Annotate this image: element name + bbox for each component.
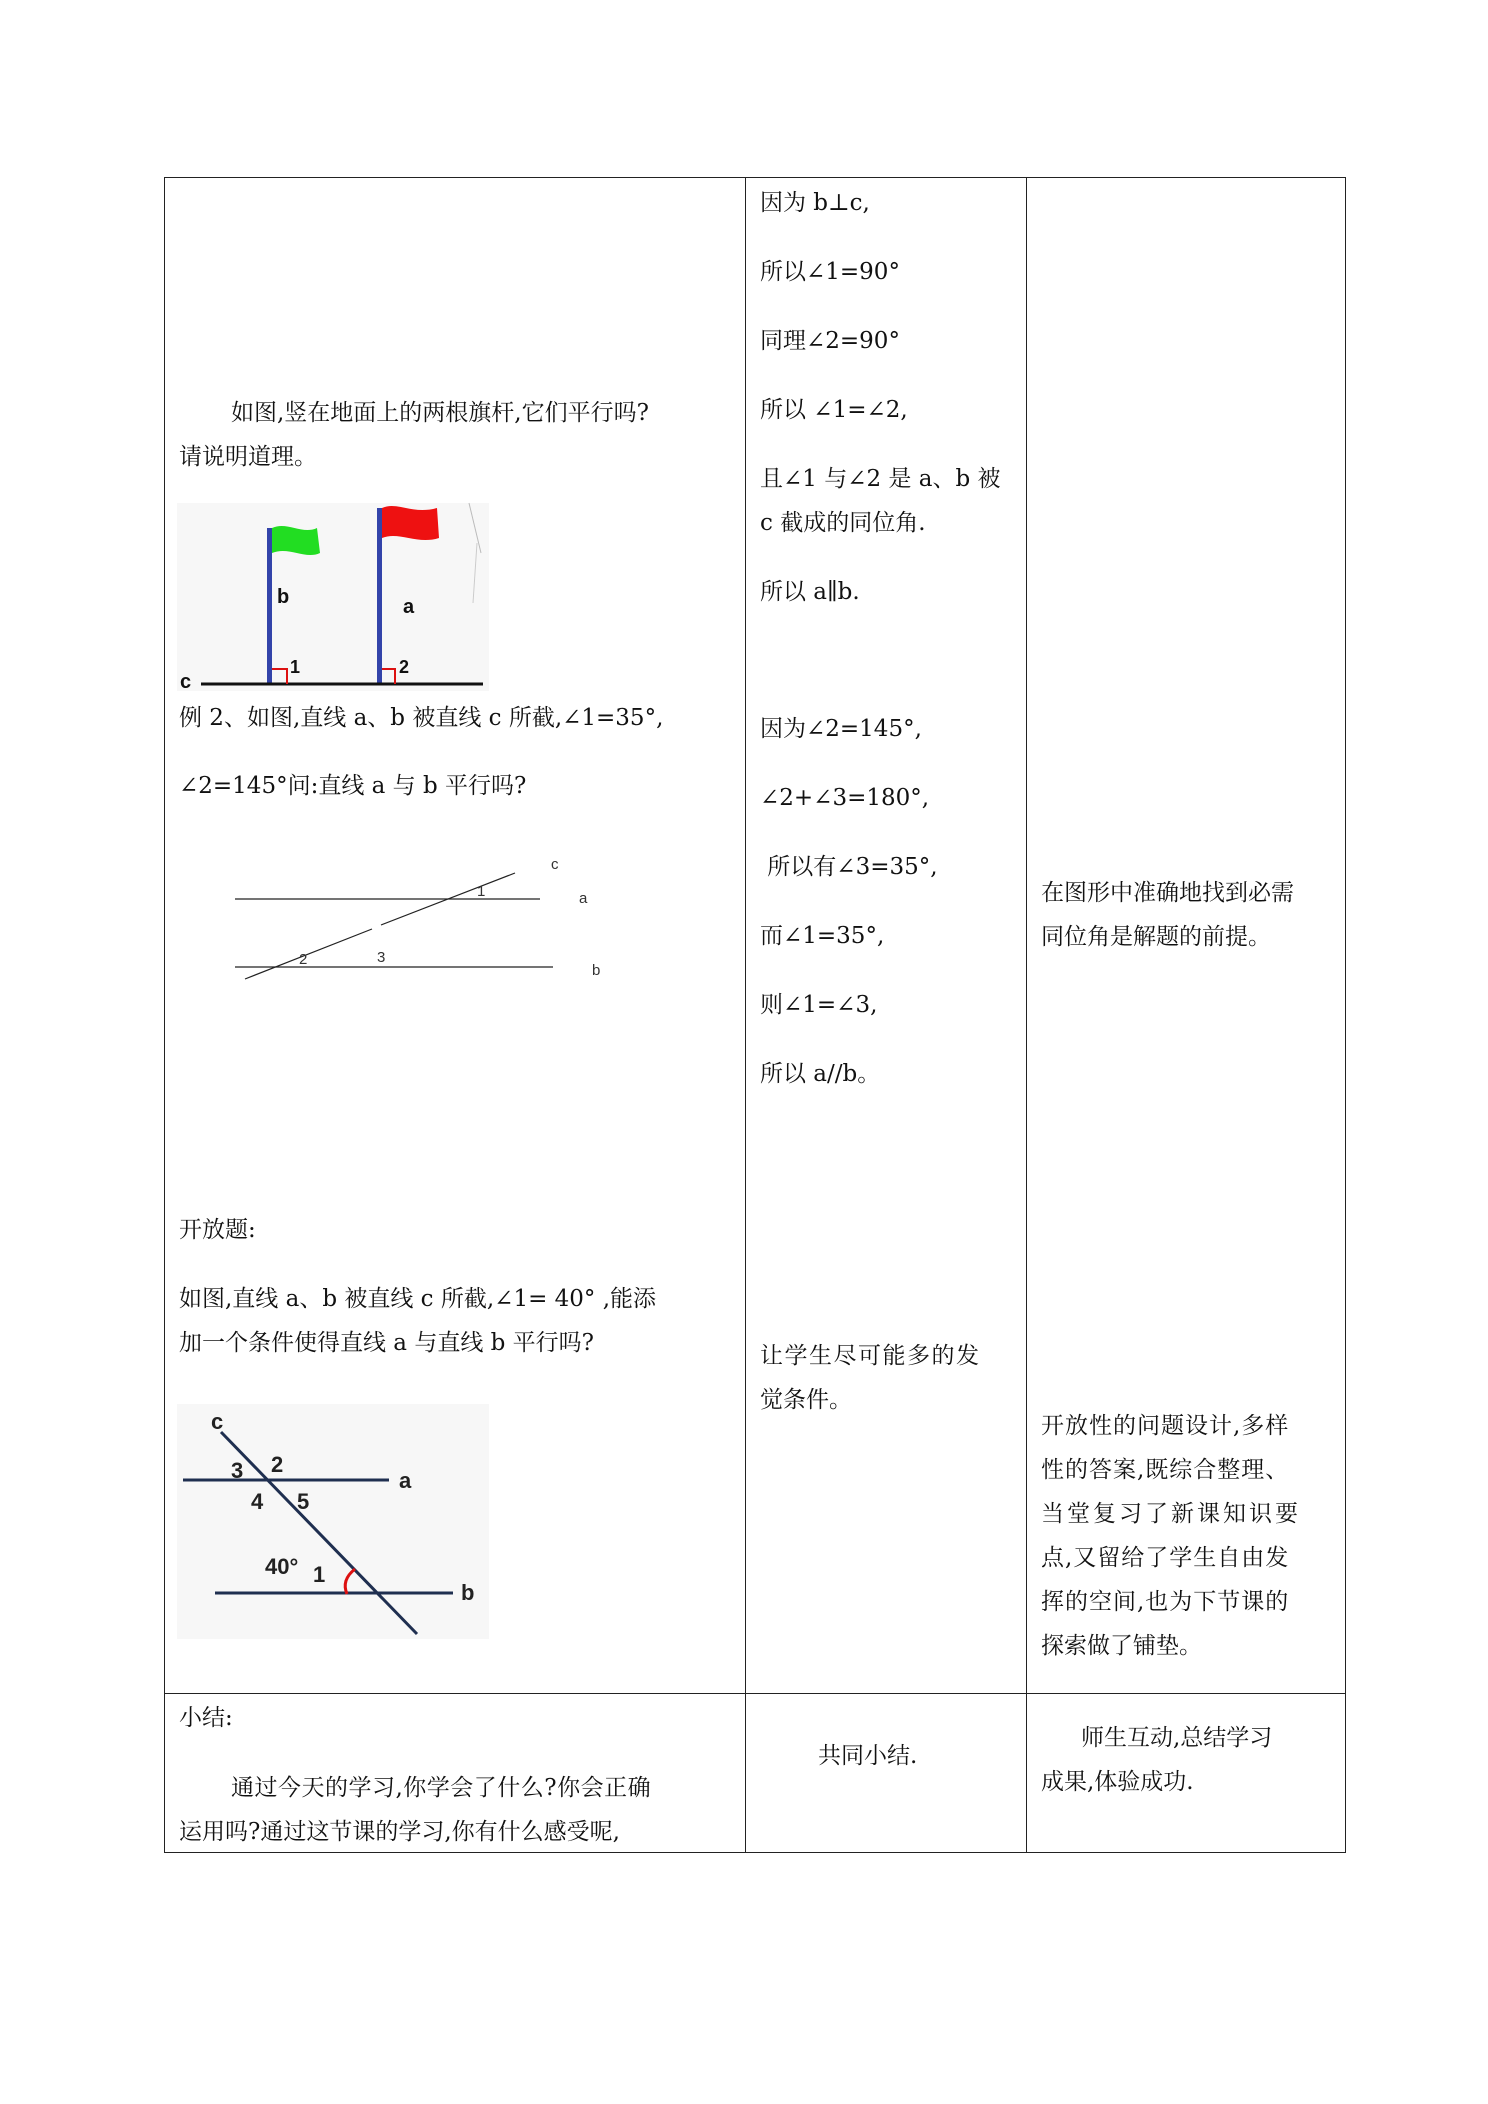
summary-title: 小结:: [179, 1705, 233, 1731]
proof-2-line-4: 而∠1=35°,: [760, 923, 885, 949]
open-question-line-1: 如图,直线 a、b 被直线 c 所截,∠1= 40° ,能添: [179, 1286, 657, 1312]
proof-2-line-3: 所以有∠3=35°,: [760, 854, 938, 880]
table-row: [165, 178, 1346, 1694]
proof-2-line-5: 则∠1=∠3,: [760, 992, 878, 1018]
label-3: 3: [377, 949, 386, 966]
proof-1-line-3: 同理∠2=90°: [760, 328, 900, 354]
note-2-line-2: 性的答案,既综合整理、: [1041, 1457, 1290, 1483]
example-2-line-2: ∠2=145°问:直线 a 与 b 平行吗?: [179, 773, 527, 799]
student-activity-cell: [746, 178, 1027, 1694]
summary-intent-line-1: 师生互动,总结学习: [1081, 1725, 1273, 1751]
red-flag-icon: [382, 506, 439, 540]
proof-1-line-6: c 截成的同位角.: [760, 510, 926, 536]
note-2-line-4: 点,又留给了学生自由发: [1041, 1545, 1290, 1571]
open-question-title: 开放题:: [179, 1217, 256, 1243]
note-1-line-2: 同位角是解题的前提。: [1041, 924, 1271, 950]
label-c: c: [211, 1409, 224, 1434]
label-b: b: [277, 586, 290, 608]
note-2-line-5: 挥的空间,也为下节课的: [1041, 1589, 1290, 1615]
label-b: b: [461, 1580, 475, 1605]
question-1-line-1: 如图,竖在地面上的两根旗杆,它们平行吗?: [231, 400, 649, 426]
label-a: a: [403, 596, 415, 618]
question-1-line-2: 请说明道理。: [179, 444, 317, 470]
proof-2-line-1: 因为∠2=145°,: [760, 716, 922, 742]
label-2: 2: [399, 657, 410, 677]
transversal-figure-1: [215, 856, 601, 1038]
label-b: b: [592, 962, 601, 979]
table-row: [165, 1694, 1346, 1853]
content-cell: [165, 178, 746, 1694]
summary-intent-cell: [1027, 1694, 1346, 1853]
label-a: a: [399, 1468, 412, 1493]
proof-1-line-1: 因为 b⊥c,: [760, 190, 870, 216]
label-1: 1: [290, 657, 301, 677]
summary-activity-cell: [746, 1694, 1027, 1853]
label-2: 2: [271, 1452, 284, 1477]
note-1-line-1: 在图形中准确地找到必需: [1041, 880, 1294, 906]
flagpole-figure: [177, 503, 489, 691]
open-activity-line-2: 觉条件。: [760, 1387, 852, 1413]
label-40-degrees: 40°: [265, 1554, 299, 1579]
proof-1-line-4: 所以 ∠1=∠2,: [760, 397, 908, 423]
design-intent-cell: [1027, 178, 1346, 1694]
pole-b: [267, 528, 272, 683]
summary-line-2: 运用吗?通过这节课的学习,你有什么感受呢,: [179, 1819, 620, 1845]
summary-content-cell: [165, 1694, 746, 1853]
proof-1-line-7: 所以 a∥b.: [760, 579, 860, 605]
pole-a: [377, 508, 382, 683]
label-4: 4: [251, 1489, 264, 1514]
proof-2-line-6: 所以 a//b。: [760, 1061, 881, 1087]
summary-activity-text: 共同小结.: [818, 1743, 918, 1769]
summary-line-1: 通过今天的学习,你学会了什么?你会正确: [231, 1775, 652, 1801]
proof-1-line-2: 所以∠1=90°: [760, 259, 900, 285]
label-c: c: [180, 671, 192, 693]
note-2-line-1: 开放性的问题设计,多样: [1041, 1413, 1290, 1439]
note-2-line-6: 探索做了铺垫。: [1041, 1633, 1202, 1659]
label-1: 1: [477, 883, 486, 900]
open-question-line-2: 加一个条件使得直线 a 与直线 b 平行吗?: [179, 1330, 595, 1356]
line-c-lower: [245, 929, 372, 979]
label-3: 3: [231, 1458, 244, 1483]
lesson-table: [164, 177, 1346, 1853]
note-2-line-3: 当堂复习了新课知识要: [1041, 1501, 1301, 1527]
proof-2-line-2: ∠2+∠3=180°,: [760, 785, 930, 811]
proof-1-line-5: 且∠1 与∠2 是 a、b 被: [760, 466, 1001, 492]
green-flag-icon: [272, 526, 320, 555]
label-1: 1: [313, 1562, 326, 1587]
summary-intent-line-2: 成果,体验成功.: [1041, 1769, 1194, 1795]
label-a: a: [579, 890, 588, 907]
label-c: c: [551, 856, 559, 873]
example-2-line-1: 例 2、如图,直线 a、b 被直线 c 所截,∠1=35°,: [179, 705, 664, 731]
transversal-figure-2: [177, 1404, 489, 1639]
label-5: 5: [297, 1489, 310, 1514]
label-2: 2: [299, 951, 308, 968]
open-activity-line-1: 让学生尽可能多的发: [760, 1343, 981, 1369]
